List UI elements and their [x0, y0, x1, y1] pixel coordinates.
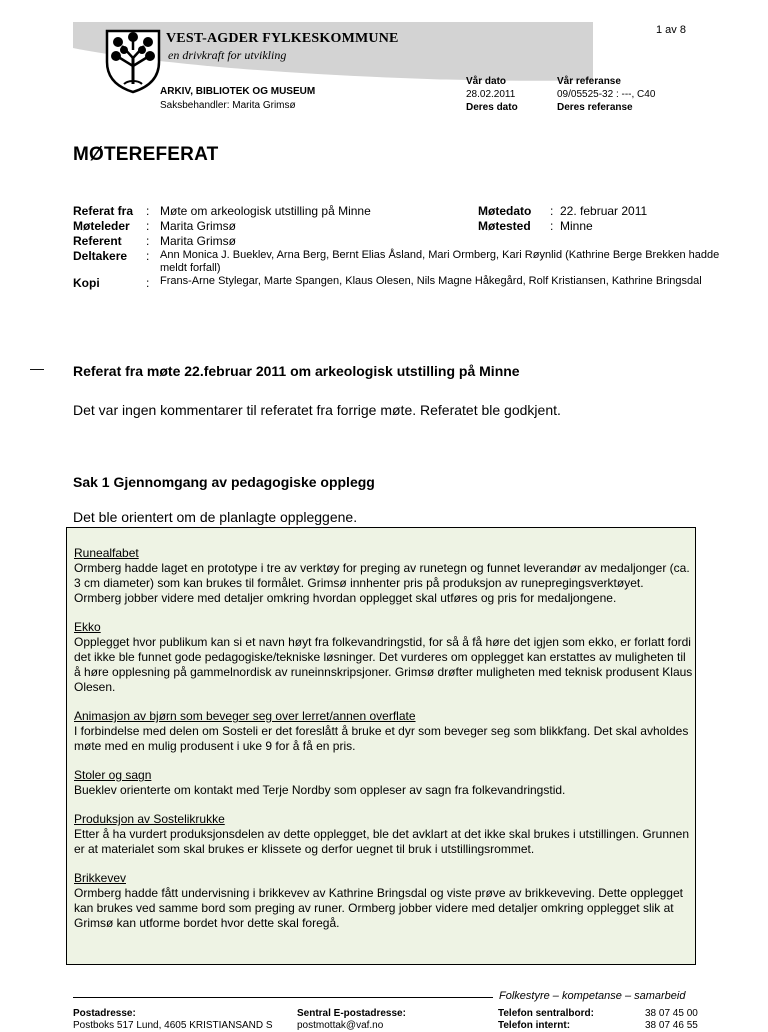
item-text: Bueklev orienterte om kontakt med Terje Nordby som oppleser av sagn fra folkevandringstid.: [74, 783, 566, 797]
leder-label: Møteleder: [73, 219, 130, 233]
coat-of-arms-icon: [104, 28, 162, 94]
footer-divider: [73, 997, 493, 998]
our-date-label: Vår dato: [466, 76, 507, 87]
reference-block: [557, 75, 655, 114]
item-title: Ekko: [74, 620, 101, 634]
section-text: Det ble orientert om de planlagte oppleggene.: [73, 509, 358, 525]
colon: :: [550, 204, 554, 218]
footer-email: [297, 1008, 406, 1032]
item-text: Ormberg hadde fått undervisning i brikkevev av Kathrine Bringsdal og viste prøve av brikkeveving. Dette opplegget kan brukes ved samme bord som preging av runer. Ormberg jobber videre med detaljer omkring opplegget slik at Grimsø kan utforme bordet hvor dette skal foregå.: [74, 886, 683, 930]
colon: :: [146, 249, 150, 263]
our-ref-label: Vår referanse: [557, 76, 621, 87]
item-text: Etter å ha vurdert produksjonsdelen av dette opplegget, ble det avklart at det ikke skal brukes i utstillingen. Grunnen er at materialet som skal brukes er klissete og derfor uegnet til bruk i utstillingsrommet.: [74, 827, 690, 856]
margin-dash: —: [30, 360, 44, 376]
phone2-value: 38 07 46 55: [645, 1020, 698, 1031]
colon: :: [146, 219, 150, 233]
leder-value: Marita Grimsø: [160, 219, 236, 233]
kopi-label: Kopi: [73, 276, 100, 290]
referent-label: Referent: [73, 234, 122, 248]
motested-value: Minne: [560, 219, 593, 233]
case-handler: Saksbehandler: Marita Grimsø: [160, 100, 296, 111]
item-title: Brikkevev: [74, 871, 127, 885]
postal-value: Postboks 517 Lund, 4605 KRISTIANSAND S: [73, 1020, 273, 1031]
meeting-info: [0, 204, 768, 304]
motested-label: Møtested: [478, 219, 531, 233]
phone-label: Telefon sentralbord:: [498, 1008, 594, 1019]
email-label: Sentral E-postadresse:: [297, 1008, 406, 1019]
colon: :: [146, 234, 150, 248]
item-title: Stoler og sagn: [74, 768, 152, 782]
referent-value: Marita Grimsø: [160, 234, 236, 248]
phone-value: 38 07 45 00: [645, 1008, 698, 1019]
department-name: ARKIV, BIBLIOTEK OG MUSEUM: [160, 86, 316, 97]
item-title: Animasjon av bjørn som beveger seg over lerret/annen overflate: [74, 709, 416, 723]
email-value: postmottak@vaf.no: [297, 1020, 384, 1031]
colon: :: [146, 204, 150, 218]
deltakere-value: Ann Monica J. Bueklev, Arna Berg, Bernt Elias Åsland, Mari Ormberg, Kari Røynlid (Kathrine Berge Brekken hadde meldt forfall): [160, 249, 720, 274]
motedato-value: 22. februar 2011: [560, 204, 648, 218]
footer-postal: [73, 1008, 273, 1032]
referat-value: Møte om arkeologisk utstilling på Minne: [160, 204, 371, 218]
item-text: I forbindelse med delen om Sosteli er det foreslått å bruke et dyr som beveger seg som blikkfang. Det skal avholdes møte med en mulig produsent i uke 9 for å få en pris.: [74, 724, 689, 753]
footer-phone-values: [645, 1008, 698, 1032]
colon: :: [550, 219, 554, 233]
footer-phone-labels: [498, 1008, 594, 1032]
organization-name: VEST-AGDER FYLKESKOMMUNE: [166, 31, 399, 46]
our-date: 28.02.2011: [466, 89, 516, 100]
your-ref-label: Deres referanse: [557, 102, 633, 113]
kopi-value: Frans-Arne Stylegar, Marte Spangen, Klaus Olesen, Nils Magne Håkegård, Rolf Kristiansen, Kathrine Bringsdal: [160, 275, 702, 287]
phone2-label: Telefon internt:: [498, 1020, 571, 1031]
box-content: [74, 546, 694, 945]
document-title: MØTEREFERAT: [73, 144, 219, 165]
referat-label: Referat fra: [73, 204, 134, 218]
item-title: Produksjon av Sostelikrukke: [74, 812, 225, 826]
pedagogical-plans-box: [66, 527, 696, 965]
item-text: Opplegget hvor publikum kan si et navn høyt fra folkevandringstid, for så å få høre det igjen som ekko, er forlatt fordi det ikke ble funnet gode pedagogiske/tekniske løsninger. Det vurderes om opplegget kan erstattes av muligheten til å høre opplesning på gammelnordisk av runeinnskripsjoner. Grimsø drøfter muligheten med teknisk produsent Klaus Olesen.: [74, 635, 693, 694]
section-text: Det var ingen kommentarer til referatet fra forrige møte. Referatet ble godkjent.: [73, 402, 561, 418]
date-block: [466, 75, 518, 114]
colon: :: [146, 276, 150, 290]
organization-slogan: en drivkraft for utvikling: [168, 48, 287, 62]
deltakere-label: Deltakere: [73, 249, 128, 263]
our-ref: 09/05525-32 : ---, C40: [557, 89, 656, 100]
item-title: Runealfabet: [74, 546, 139, 560]
section-heading: Referat fra møte 22.februar 2011 om arkeologisk utstilling på Minne: [73, 363, 520, 379]
footer-motto: Folkestyre – kompetanse – samarbeid: [499, 990, 686, 1002]
page-number: 1 av 8: [656, 24, 686, 36]
section-heading: Sak 1 Gjennomgang av pedagogiske opplegg: [73, 474, 375, 490]
your-date-label: Deres dato: [466, 102, 518, 113]
item-text: Ormberg hadde laget en prototype i tre av verktøy for preging av runetegn og funnet leverandør av medaljonger (ca. 3 cm diameter) som kan brukes til formålet. Grimsø innhenter pris på produksjon av runepregingsverktøyet. Ormberg jobber videre med detaljer omkring hvordan opplegget skal utføres og pris for medaljongene.: [74, 561, 690, 605]
postal-label: Postadresse:: [73, 1008, 136, 1019]
motedato-label: Møtedato: [478, 204, 532, 218]
